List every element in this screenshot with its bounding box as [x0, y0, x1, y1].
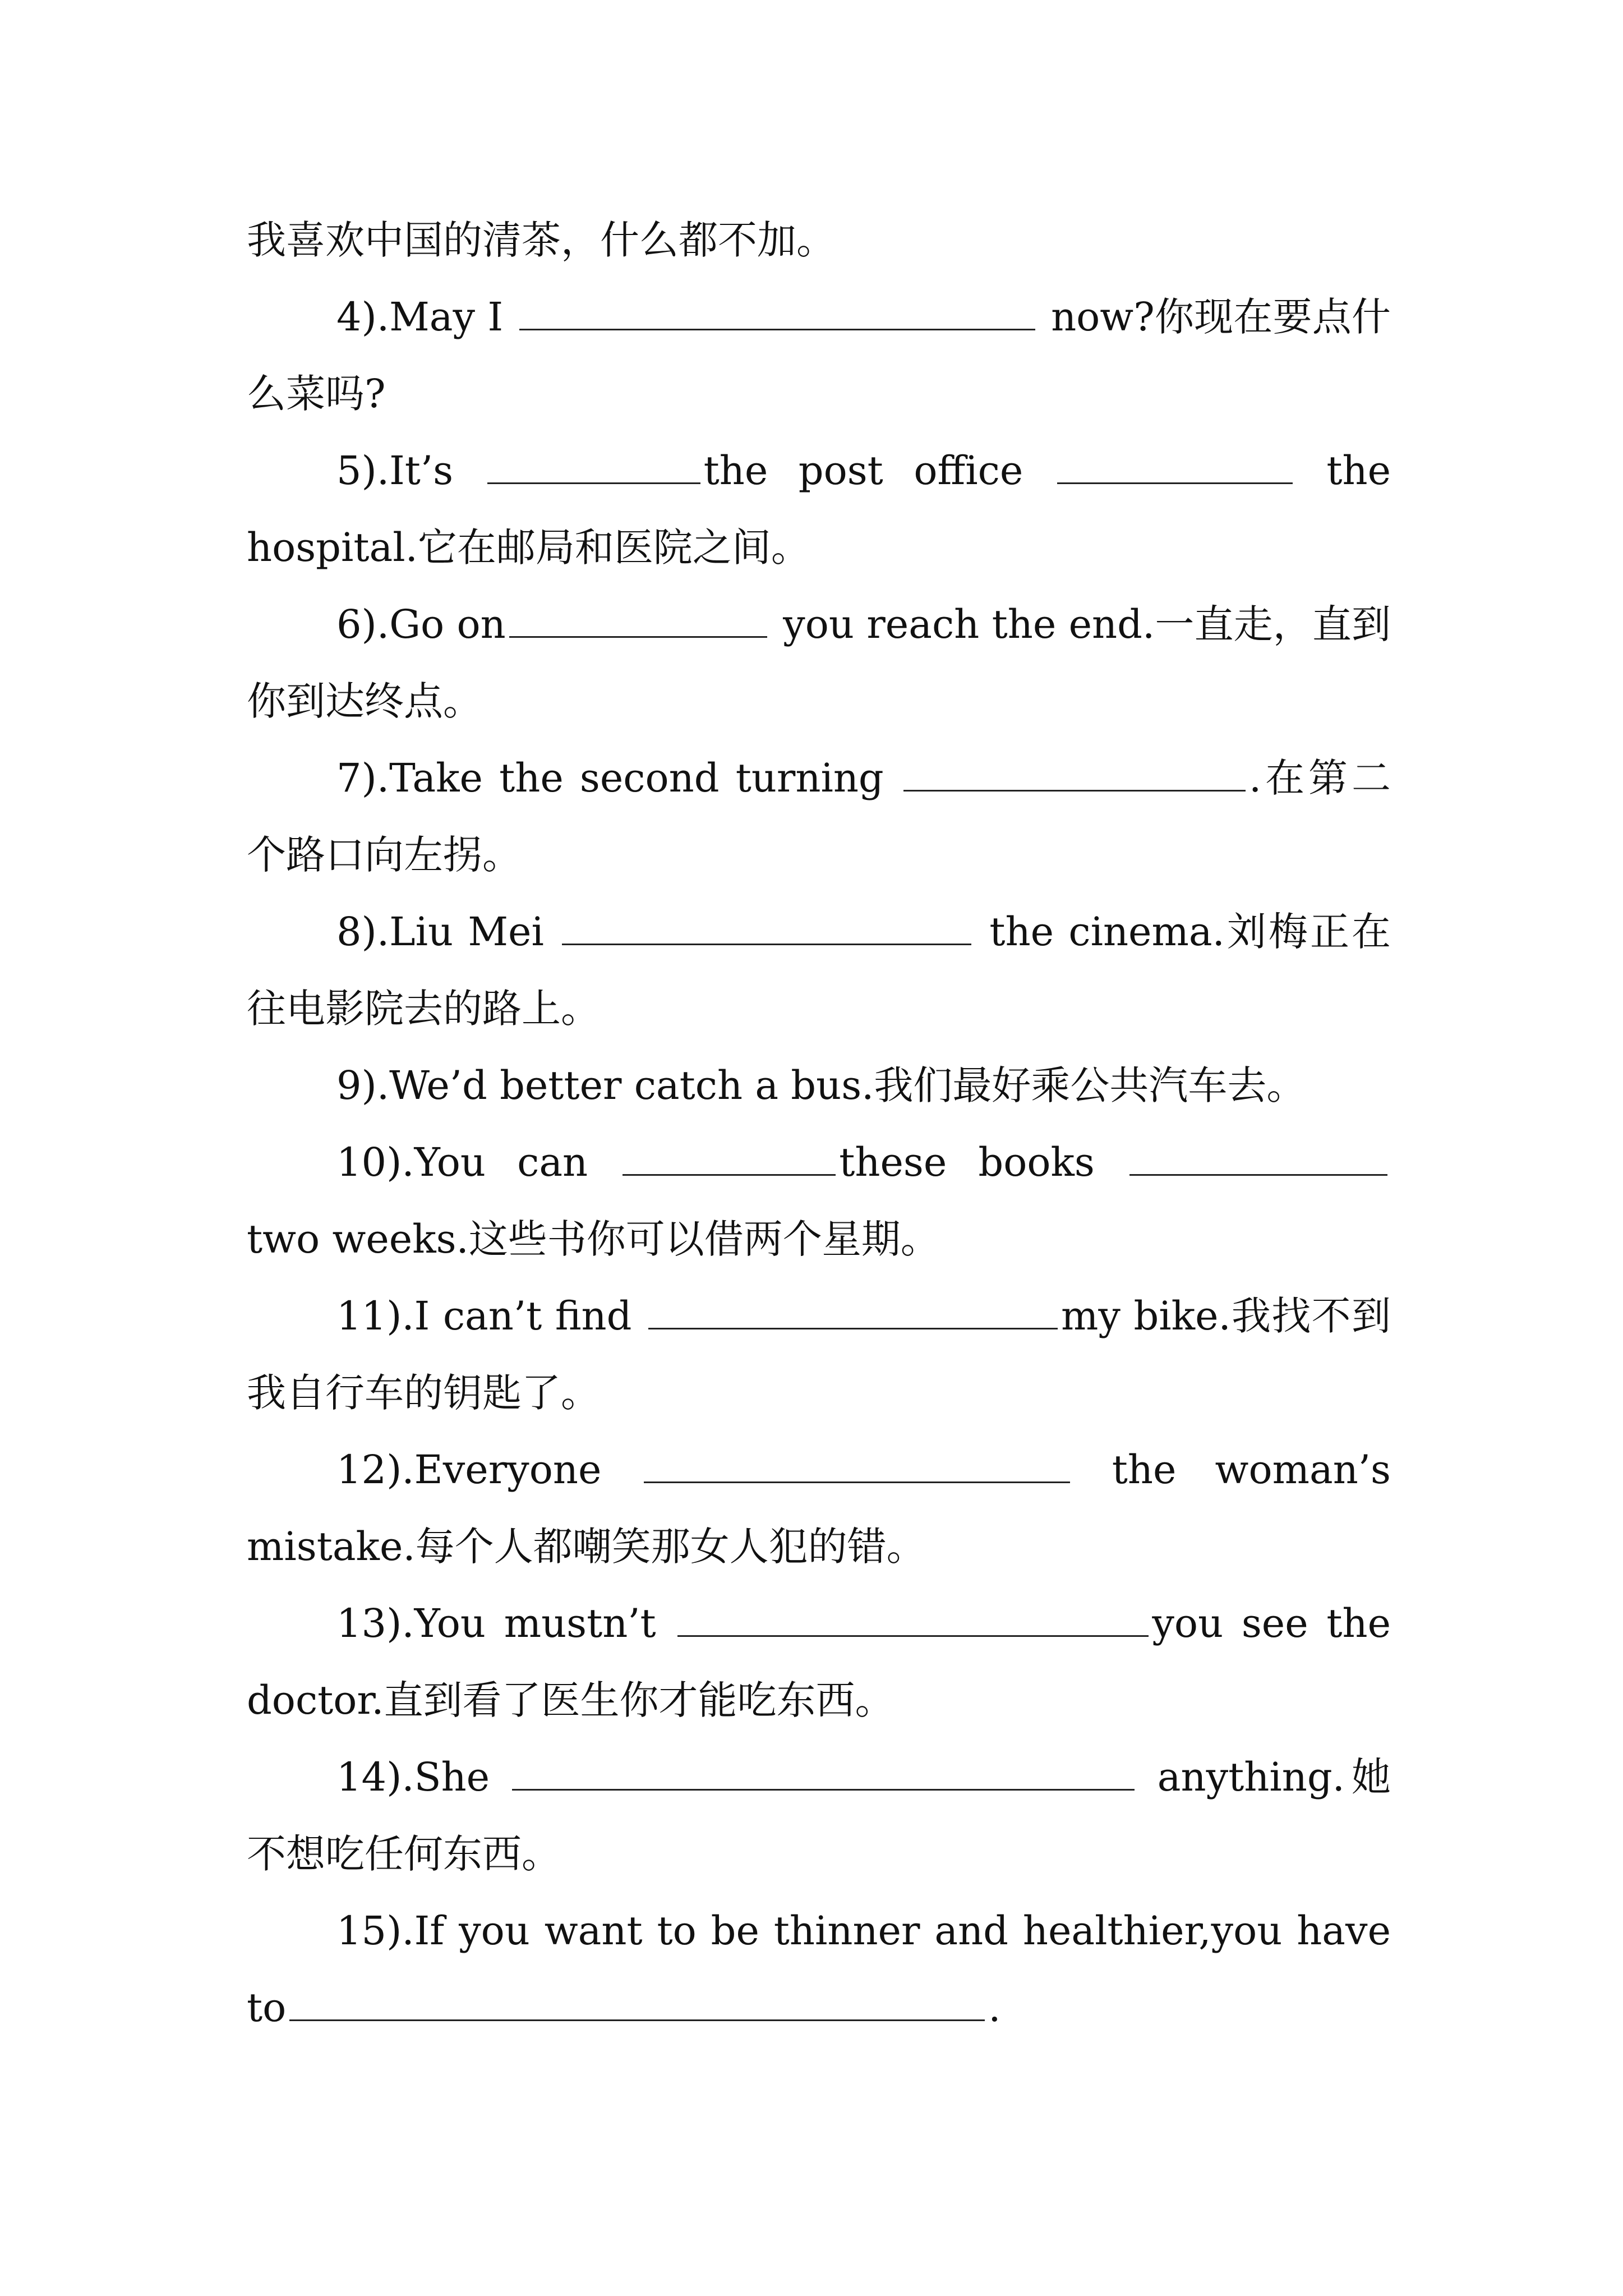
answer-blank[interactable] [487, 447, 700, 484]
exercise-text-segment: you reach the end.一直走，直到你到达终点。 [247, 601, 1391, 724]
exercise-item-p5 [247, 432, 1404, 586]
exercise-text-segment: the hospital.它在邮局和医院之间。 [247, 448, 1404, 570]
exercise-text-segment: my bike.我找不到我自行车的钥匙了。 [247, 1293, 1391, 1416]
exercise-text-segment: .在第二个路口向左拐。 [247, 755, 1391, 878]
exercise-text-segment: 6).Go on [336, 601, 506, 647]
answer-blank[interactable] [289, 1984, 985, 2021]
exercise-text-segment: 7).Take the second turning [336, 755, 900, 801]
exercise-item-p11 [247, 1278, 1391, 1432]
exercise-text-segment: 14).She [336, 1754, 509, 1800]
exercise-text-segment: 8).Liu Mei [336, 909, 559, 955]
exercise-item-p7 [247, 740, 1391, 894]
answer-blank[interactable] [562, 908, 971, 945]
answer-blank[interactable] [648, 1292, 1058, 1329]
exercise-text-segment: these books [839, 1139, 1126, 1185]
exercise-text-segment: 10).You can [336, 1139, 620, 1185]
exercise-text-segment: . [988, 1985, 1001, 2031]
exercise-item-p9 [247, 1047, 1391, 1124]
exercise-text-segment: 4).May I [336, 294, 516, 340]
exercise-text-segment: 5).It’s [336, 448, 484, 494]
exercise-item-p4 [247, 279, 1391, 432]
exercise-text [247, 202, 1404, 2046]
exercise-item-p0 [247, 202, 1391, 279]
answer-blank[interactable] [519, 293, 1035, 330]
exercise-text-segment: 我喜欢中国的清茶，什么都不加。 [247, 217, 836, 263]
answer-blank[interactable] [677, 1600, 1149, 1637]
exercise-text-segment: now?你现在要点什么菜吗? [247, 294, 1391, 417]
exercise-text-segment: 9).We’d better catch a bus.我们最好乘公共汽车去。 [336, 1062, 1306, 1108]
exercise-text-segment: the post office [703, 448, 1054, 494]
exercise-item-p15 [247, 1893, 1404, 2046]
answer-blank[interactable] [1057, 447, 1293, 484]
exercise-text-segment: the cinema.刘梅正在往电影院去的路上。 [247, 909, 1391, 1032]
answer-blank[interactable] [1129, 1139, 1387, 1176]
exercise-text-segment: two weeks.这些书你可以借两个星期。 [247, 1139, 1404, 1262]
exercise-text-segment: you see the doctor.直到看了医生你才能吃东西。 [247, 1600, 1404, 1723]
exercise-text-segment: 12).Everyone [336, 1447, 640, 1493]
exercise-text-segment: 13).You mustn’t [336, 1600, 675, 1646]
exercise-text-segment: the woman’s mistake.每个人都嘲笑那女人犯的错。 [247, 1447, 1404, 1570]
exercise-item-p14 [247, 1739, 1391, 1893]
exercise-item-p10 [247, 1124, 1404, 1278]
exercise-text-segment: 11).I can’t find [336, 1293, 645, 1339]
answer-blank[interactable] [644, 1446, 1070, 1483]
exercise-item-p6 [247, 586, 1391, 740]
answer-blank[interactable] [903, 754, 1246, 792]
exercise-item-p8 [247, 894, 1391, 1047]
answer-blank[interactable] [512, 1754, 1135, 1791]
exercise-text-segment: 15).If you want to be thinner and healthier,you have to [247, 1908, 1404, 2031]
answer-blank[interactable] [509, 601, 767, 638]
exercise-item-p13 [247, 1585, 1404, 1739]
exercise-text-segment: anything.她不想吃任何东西。 [247, 1754, 1391, 1877]
answer-blank[interactable] [623, 1139, 836, 1176]
exercise-item-p12 [247, 1432, 1404, 1585]
